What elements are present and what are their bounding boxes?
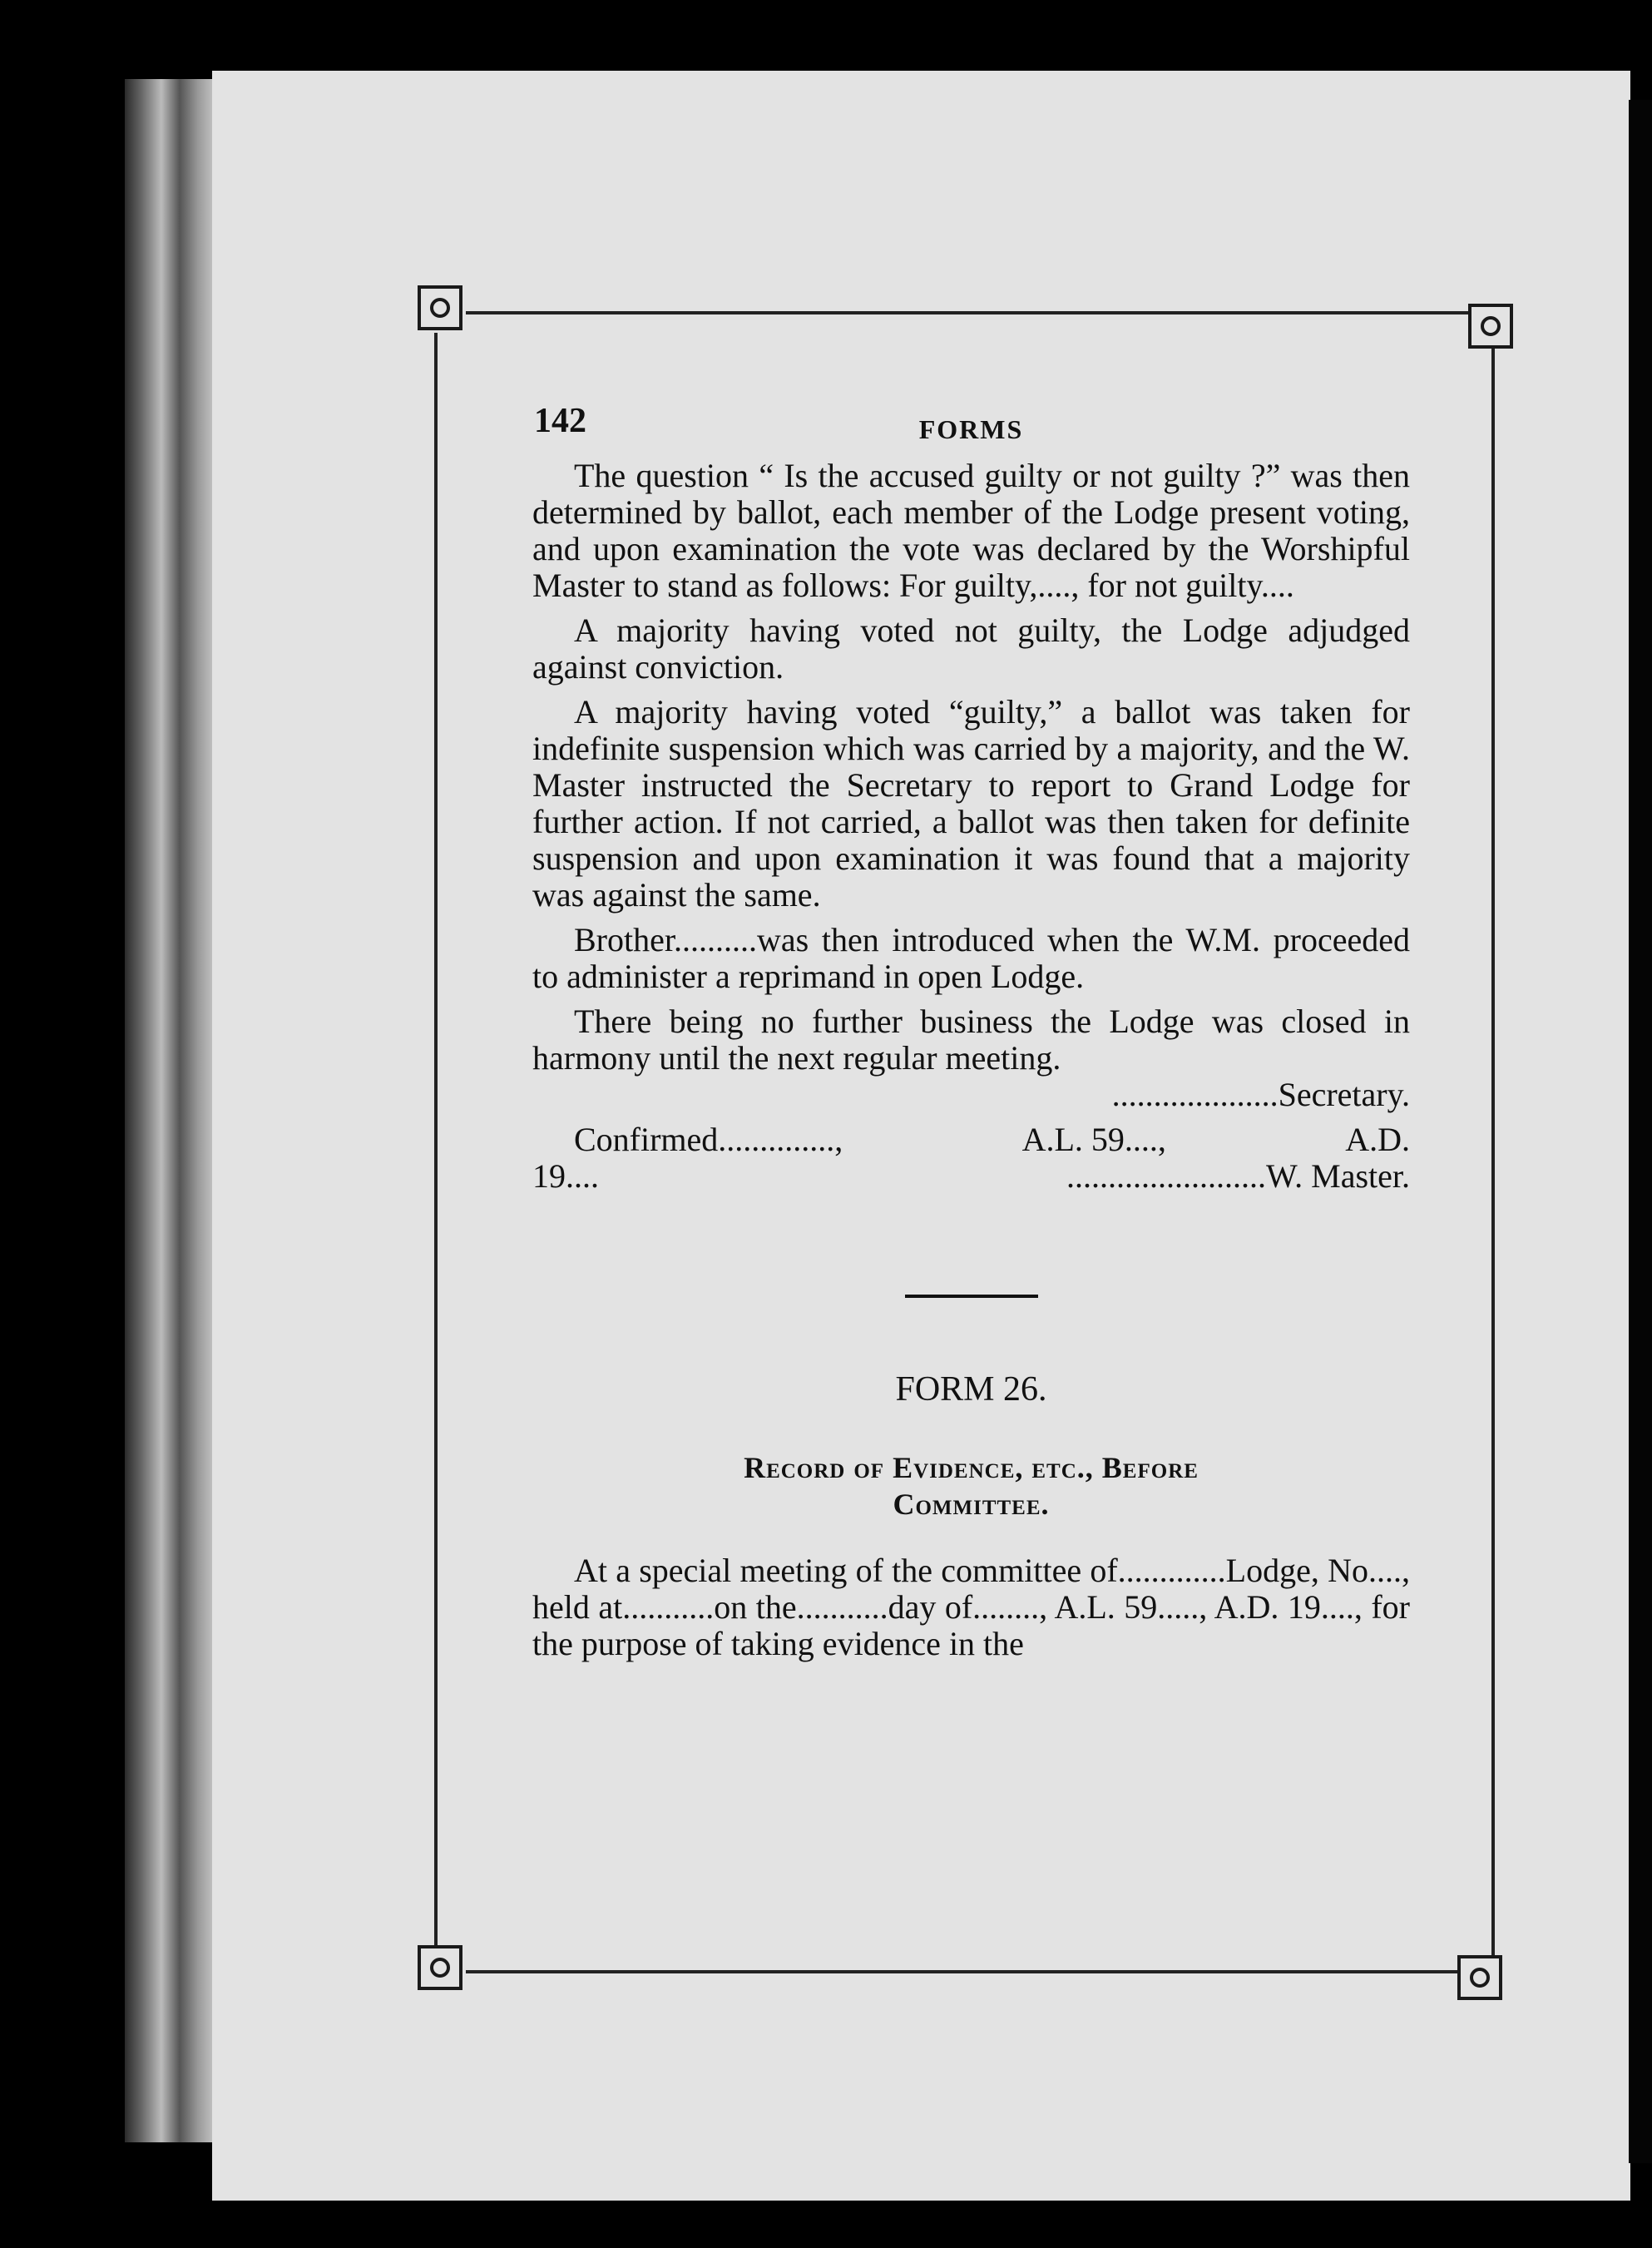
page-header xyxy=(532,399,1410,458)
paragraph-not-guilty: A majority having voted not guilty, the Lodge adjudged against conviction. xyxy=(532,612,1410,686)
master-signature-line xyxy=(532,1158,1410,1195)
confirmed-al: A.L. 59...., xyxy=(1021,1121,1166,1158)
master-signature: ........................W. Master. xyxy=(1066,1157,1410,1195)
page-number: 142 xyxy=(534,402,586,440)
form-title: FORM 26. xyxy=(895,1370,1047,1409)
form-subtitle-line-1: Record of Evidence, etc., Before xyxy=(744,1451,1199,1484)
section-divider xyxy=(905,1295,1038,1298)
frame-corner-bottom-right-ornament xyxy=(1457,1955,1502,2000)
frame-corner-bottom-left-ornament xyxy=(418,1945,462,1990)
frame-top-line xyxy=(466,311,1468,314)
frame-left-line xyxy=(434,333,438,1951)
frame-corner-top-right-ornament xyxy=(1468,304,1513,349)
paragraph-special-meeting: At a special meeting of the committee of.............Lodge, No...., held at...........on the...........day of........, A.L. 59....., A.D. 19...., for the purpose of taking evidence in the xyxy=(532,1552,1410,1662)
master-year: 19.... xyxy=(532,1157,599,1195)
frame-bottom-line xyxy=(466,1970,1468,1973)
frame-corner-top-left-ornament xyxy=(418,285,462,330)
scan-edge xyxy=(1629,100,1652,2163)
paragraph-closing: There being no further business the Lodge was closed in harmony until the next regular meeting. xyxy=(532,1003,1410,1077)
book-spine xyxy=(125,79,216,2142)
form-subtitle xyxy=(532,1449,1410,1523)
paragraph-question: The question “ Is the accused guilty or not guilty ?” was then determined by ballot, each member of the Lodge present voting, and upon examination the vote was declared by the Worshipful Master to stand as follows: For guilty,...., for not guilty.... xyxy=(532,457,1410,604)
paragraph-guilty: A majority having voted “guilty,” a ballot was taken for indefinite suspension which was carried by a majority, and the W. Master instructed the Secretary to report to Grand Lodge for further action. If not carried, a ballot was then taken for definite suspension and upon examination it was found that a majority was against the same. xyxy=(532,693,1410,914)
page-content xyxy=(532,399,1410,1671)
frame-right-line xyxy=(1491,339,1495,1959)
confirmed-line xyxy=(532,1122,1410,1158)
form-subtitle-line-2: Committee. xyxy=(893,1488,1050,1521)
secretary-signature-line: ....................Secretary. xyxy=(1111,1076,1410,1113)
confirmed-label: Confirmed.............., xyxy=(574,1121,843,1158)
confirmed-ad: A.D. xyxy=(1345,1121,1410,1158)
paragraph-reprimand: Brother..........was then introduced when the W.M. proceeded to administer a reprimand in open Lodge. xyxy=(532,921,1410,995)
running-head: FORMS xyxy=(918,414,1024,444)
